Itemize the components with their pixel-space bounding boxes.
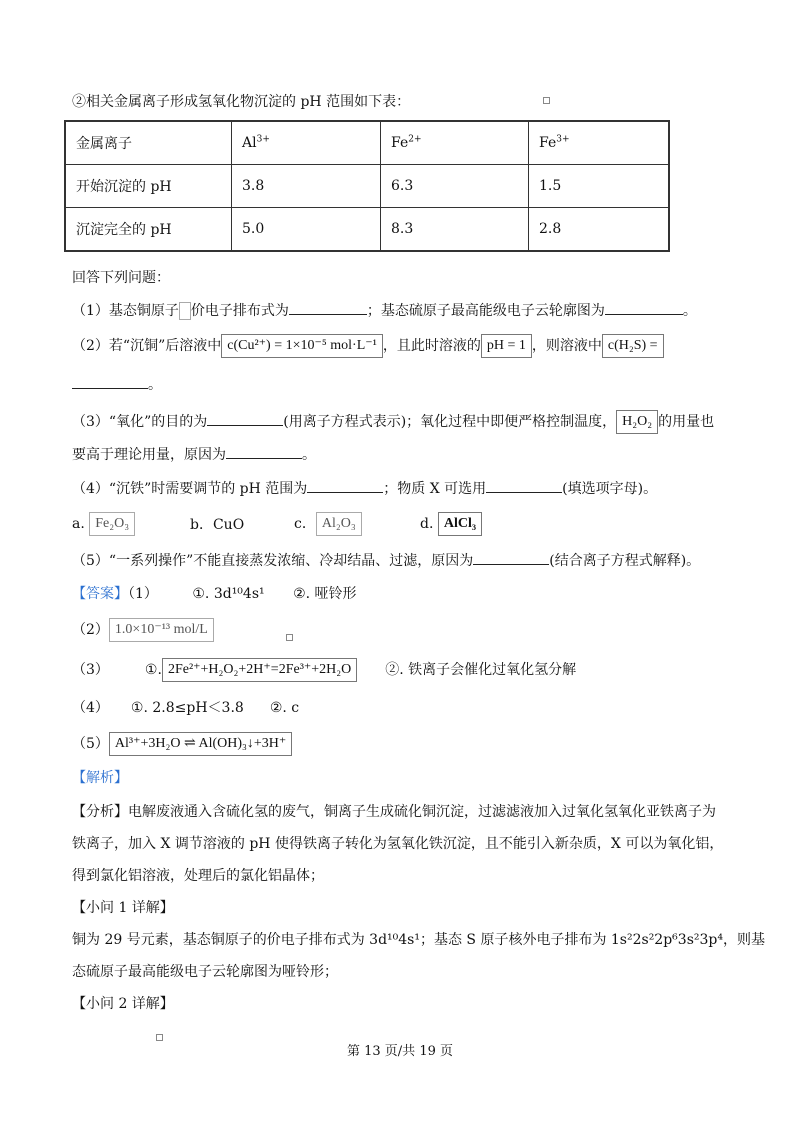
formula-box: 2Fe²⁺+H₂O₂+2H⁺=2Fe³⁺+2H₂O [162, 658, 357, 682]
cell: 8.3 [381, 208, 529, 252]
question-1: （1）基态铜原子 价电子排布式为 ；基态硫原子最高能级电子云轮廓图为 。 [72, 300, 697, 321]
answer-1: 【答案】（1） ①. 3d¹⁰4s¹ ②. 哑铃形 [72, 586, 357, 602]
answer-blank[interactable] [207, 411, 283, 426]
prompt-text: 回答下列问题： [72, 270, 170, 286]
marker-square [543, 97, 550, 104]
option-c: c． Al₂O₃ [294, 512, 362, 536]
answer-4: （4） ①. 2.8≤pH＜3.8 ②. c [72, 700, 300, 716]
row-label: 开始沉淀的 pH [65, 165, 232, 208]
option-d: d. AlCl₃ [420, 512, 482, 536]
answer-2: （2） 1.0×10⁻¹³ mol/L [72, 618, 214, 642]
analysis-line: 【分析】电解废液通入含硫化氢的废气，铜离子生成硫化铜沉淀，过滤滤液加入过氧化氢氧化亚铁离子为 [72, 804, 716, 820]
analysis-line: 态硫原子最高能级电子云轮廓图为哑铃形； [72, 964, 338, 980]
question-5: （5）“一系列操作”不能直接蒸发浓缩、冷却结晶、过滤，原因为 (结合离子方程式解释)。 [72, 550, 700, 571]
cell: 6.3 [381, 165, 529, 208]
formula-box: H₂O₂ [616, 410, 658, 434]
option-a: a. Fe₂O₃ [72, 512, 135, 536]
analysis-line: 得到氯化铝溶液，处理后的氯化铝晶体； [72, 868, 324, 884]
formula-box: c(H₂S) = [602, 334, 664, 358]
header-metal-ion: 金属离子 [65, 121, 232, 165]
subsection-heading: 【小问 1 详解】 [72, 900, 174, 916]
header-al: $Al^{3+}$ [232, 121, 381, 165]
formula-box: AlCl₃ [438, 512, 482, 536]
answer-blank[interactable] [307, 478, 383, 493]
answer-5: （5） Al³⁺+3H₂O ⇌ Al(OH)₃↓+3H⁺ [72, 732, 292, 756]
intro-text: ②相关金属离子形成氢氧化物沉淀的 pH 范围如下表： [72, 94, 411, 110]
cell: 1.5 [529, 165, 670, 208]
cell: 3.8 [232, 165, 381, 208]
formula-box: Fe₂O₃ [89, 512, 135, 536]
formula-box: Al³⁺+3H₂O ⇌ Al(OH)₃↓+3H⁺ [109, 732, 292, 756]
question-2-blank: 。 [72, 374, 162, 395]
answer-blank[interactable] [605, 300, 683, 315]
answer-blank[interactable] [486, 478, 562, 493]
header-fe2: $Fe^{2+}$ [381, 121, 529, 165]
formula-box: 1.0×10⁻¹³ mol/L [109, 618, 214, 642]
answer-blank[interactable] [72, 374, 148, 389]
analysis-line: 铁离子，加入 X 调节溶液的 pH 使得铁离子转化为氢氧化铁沉淀，且不能引入新杂质，X 可以为氧化铝， [72, 836, 724, 852]
formula-box: pH = 1 [481, 334, 532, 358]
answer-blank[interactable] [473, 550, 549, 565]
table-row [65, 165, 669, 208]
ph-table [64, 120, 670, 252]
page-footer: 第 13 页/共 19 页 [347, 1044, 453, 1059]
formula-box: c(Cu²⁺) = 1×10⁻⁵ mol·L⁻¹ [221, 334, 383, 358]
option-b: b．CuO [190, 517, 245, 533]
question-3-cont: 要高于理论用量，原因为 。 [72, 444, 316, 465]
answer-3: （3） ①. 2Fe²⁺+H₂O₂+2H⁺=2Fe³⁺+2H₂O ②. 铁离子会催化过氧化氢分解 [72, 658, 576, 682]
question-2: （2）若“沉铜”后溶液中 c(Cu²⁺) = 1×10⁻⁵ mol·L⁻¹ ，且此时溶液的 pH = 1 ，则溶液中 c(H₂S) = [72, 334, 664, 358]
cell: 2.8 [529, 208, 670, 252]
analysis-line: 铜为 29 号元素，基态铜原子的价电子排布式为 3d¹⁰4s¹；基态 S 原子核外电子排布为 1s²2s²2p⁶3s²3p⁴，则基 [72, 932, 765, 948]
row-label: 沉淀完全的 pH [65, 208, 232, 252]
header-fe3: $Fe^{3+}$ [529, 121, 670, 165]
table-row [65, 208, 669, 252]
question-3: （3）“氧化”的目的为 (用离子方程式表示)；氧化过程中即便严格控制温度， H₂O₂ 的用量也 [72, 410, 714, 434]
empty-box [179, 302, 191, 320]
cell: 5.0 [232, 208, 381, 252]
marker-square [286, 634, 293, 641]
subsection-heading: 【小问 2 详解】 [72, 996, 174, 1012]
answer-blank[interactable] [226, 444, 302, 459]
analysis-tag: 【解析】 [72, 770, 128, 786]
question-4: （4）“沉铁”时需要调节的 pH 范围为 ；物质 X 可选用 (填选项字母)。 [72, 478, 657, 499]
formula-box: Al₂O₃ [316, 512, 362, 536]
answer-blank[interactable] [289, 300, 367, 315]
table-header-row [65, 121, 669, 165]
answer-tag: 【答案】 [72, 586, 128, 602]
